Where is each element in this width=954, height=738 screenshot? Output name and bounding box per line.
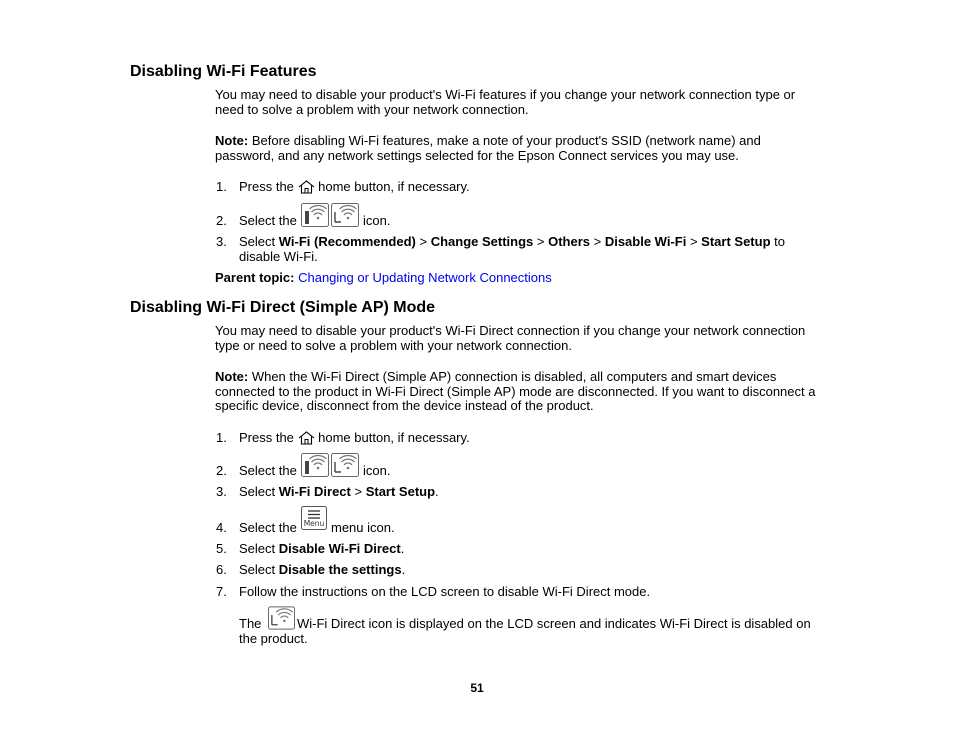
step-text-part: The — [239, 616, 262, 631]
step-text-part: . — [400, 541, 405, 556]
menu-icon — [301, 506, 327, 530]
step-text-part: icon. — [363, 213, 391, 228]
menu-path-item: Start Setup — [701, 234, 771, 249]
step-text-part: icon. — [363, 463, 391, 478]
parent-topic-link[interactable]: Changing or Updating Network Connections — [298, 270, 552, 285]
note-text: Before disabling Wi-Fi features, make a note of your product's SSID (network name) and password, and any network settings selected for the Epson Connect services you may use. — [215, 133, 761, 163]
step-text — [239, 485, 439, 500]
step-text: Follow the instructions on the LCD screen to disable Wi-Fi Direct mode. — [239, 584, 651, 599]
path-separator: > — [686, 234, 702, 249]
menu-path-item: Others — [548, 234, 590, 249]
menu-path-item: Change Settings — [430, 234, 534, 249]
step-text — [239, 563, 405, 578]
path-separator: > — [533, 234, 549, 249]
wifi-direct-icon — [331, 453, 359, 482]
wifi-icon — [301, 453, 329, 482]
menu-icon-label: Menu — [303, 519, 325, 528]
section1-intro: You may need to disable your product's Wi-Fi features if you change your network connection type or need to solve a problem with your network connection. — [215, 87, 796, 117]
step-text-part: Select the — [239, 463, 297, 478]
section2-note — [215, 370, 827, 414]
step-text-part: . — [401, 562, 406, 577]
step-text-part: Select — [239, 484, 279, 499]
menu-path-item: Wi-Fi Direct — [278, 484, 351, 499]
path-separator: > — [350, 484, 366, 499]
step-number: 2. — [216, 213, 227, 228]
step-text-part: to — [770, 234, 785, 249]
step-number: 2. — [216, 463, 227, 478]
step-text-part: Select the — [239, 520, 297, 535]
step-number: 7. — [216, 584, 227, 599]
step-number: 4. — [216, 520, 227, 535]
step-number: 3. — [216, 484, 227, 499]
section2-intro: You may need to disable your product's Wi-Fi Direct connection if you change your network connection type or need to solve a problem with your network connection. — [215, 323, 806, 353]
step-number: 3. — [216, 234, 227, 249]
section1-note — [215, 134, 815, 163]
step-text — [239, 214, 297, 229]
step-text-part: Select — [239, 562, 279, 577]
note-label: Note: — [215, 369, 249, 384]
step-text-part: . — [435, 484, 439, 499]
menu-path-item: Disable Wi-Fi — [604, 234, 687, 249]
step-text — [239, 431, 470, 449]
parent-topic-label: Parent topic: — [215, 270, 295, 285]
section1-title: Disabling Wi-Fi Features — [130, 63, 317, 80]
step-number: 1. — [216, 179, 227, 194]
home-icon — [298, 431, 315, 449]
wifi-icon — [301, 203, 329, 232]
home-icon — [298, 180, 315, 198]
step-number: 5. — [216, 541, 227, 556]
step-text-continued: disable Wi-Fi. — [239, 249, 318, 264]
note-text: When the Wi-Fi Direct (Simple AP) connection is disabled, all computers and smart devices connected to the product in Wi-Fi Direct (Simple AP) mode are disconnected. If you want to disconnect a specific device, disconnect from the device instead of the product. — [215, 369, 816, 414]
step-text-part: home button, if necessary. — [314, 179, 470, 194]
step-text-part: Wi-Fi Direct icon is displayed on the LCD screen and indicates Wi-Fi Direct is disabled on the product. — [239, 616, 811, 646]
path-separator: > — [590, 234, 605, 249]
note-label: Note: — [215, 133, 249, 148]
menu-path-item: Disable Wi-Fi Direct — [278, 541, 401, 556]
menu-path-item: Wi-Fi (Recommended) — [278, 234, 416, 249]
step-text — [239, 180, 470, 198]
wifi-direct-icon — [331, 203, 359, 232]
step-number: 1. — [216, 430, 227, 445]
step-number: 6. — [216, 562, 227, 577]
page-number: 51 — [470, 681, 484, 695]
step-text-part: Select — [239, 541, 279, 556]
parent-topic — [215, 271, 552, 286]
menu-path-item: Disable the settings — [278, 562, 402, 577]
step-text-part: menu icon. — [331, 520, 395, 535]
step-text — [239, 542, 404, 557]
menu-path-item: Start Setup — [365, 484, 436, 499]
step-text-part: Press the — [239, 179, 298, 194]
step-text-part: Press the — [239, 430, 298, 445]
section2-title: Disabling Wi-Fi Direct (Simple AP) Mode — [130, 299, 436, 316]
step-text-part: Select the — [239, 213, 297, 228]
step-text-part: Select — [239, 234, 279, 249]
step-text-part: home button, if necessary. — [314, 430, 470, 445]
path-separator: > — [415, 234, 431, 249]
step-text — [239, 235, 819, 250]
